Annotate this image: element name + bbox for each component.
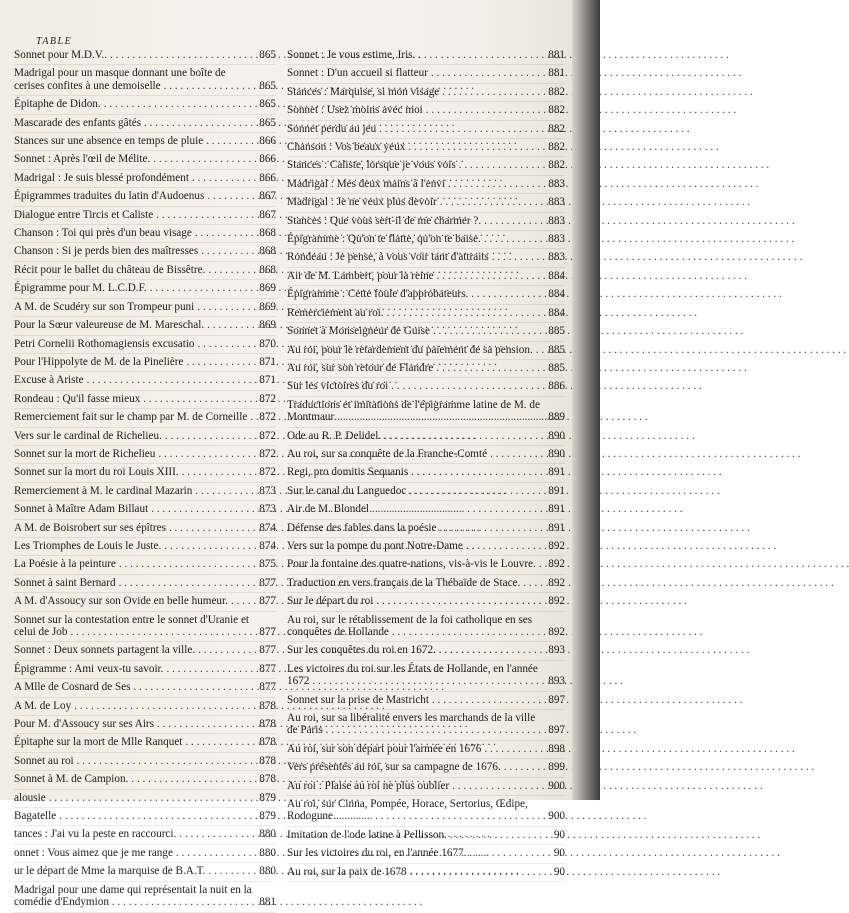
toc-entry-title: Sur le départ du roi . . .: [287, 595, 541, 607]
toc-entry: [287, 556, 565, 574]
toc-entry-title: ur le départ de Mme la marquise de B.A.T. . . .: [14, 865, 252, 877]
toc-entry-title: Sonnet : Usez moins avec moi . . .: [287, 104, 541, 116]
toc-entry-title: Épigrammes traduites du latin d'Audoenus . . .: [14, 190, 252, 202]
toc-entry-title: Vers présentés au roi, sur sa campagne de 1676. . . .: [287, 761, 541, 773]
toc-entry: [287, 642, 565, 660]
toc-entry-page: 880: [259, 846, 276, 859]
toc-entry: [14, 243, 276, 261]
toc-entry-title: Sonnet sur la contestation entre le sonnet d'Uranie et celui de Job . . .: [14, 614, 252, 639]
toc-entry-page: 874: [259, 521, 276, 534]
toc-entry-title: Regi, pro domitis Sequanis . . .: [287, 466, 541, 478]
toc-entry-title: Au roi, sur la paix de 1678 . . .: [287, 866, 541, 878]
toc-entry-title: Stances : Que vous sert-il de me charmer ?. . . .: [287, 215, 541, 227]
toc-entry-page: 897: [548, 724, 565, 737]
toc-entry: [14, 593, 276, 611]
toc-entry: [287, 845, 565, 863]
toc-entry-page: 865: [259, 49, 276, 61]
toc-entry: [14, 698, 276, 716]
toc-entry: [14, 317, 276, 335]
toc-entry-title: Madrigal pour un masque donnant une boîte de cerises confites à une demoiselle . . .: [14, 67, 252, 92]
toc-entry: [287, 378, 565, 396]
toc-entry-page: 877: [259, 662, 276, 675]
toc-entry: [287, 84, 565, 102]
toc-entry: [14, 753, 276, 771]
toc-entry-page: 880: [259, 828, 276, 841]
toc-entry-title: Traduction en vers français de la Thébaïde de Stace. . . .: [287, 577, 541, 589]
toc-entry-page: 889: [548, 411, 565, 424]
toc-entry: [287, 176, 565, 194]
running-head: TABLE: [36, 36, 73, 47]
toc-entry: [287, 575, 565, 593]
toc-entry: [287, 759, 565, 777]
toc-entry-title: Sonnet : D'un accueil si flatteur . . .: [287, 67, 541, 79]
toc-entry-page: 892: [548, 626, 565, 638]
toc-entry: [14, 501, 276, 519]
toc-column-left: [14, 47, 276, 913]
toc-entry-title: Rondeau : Qu'il fasse mieux . . .: [14, 393, 252, 405]
toc-entry-title: Sonnet : Après l'œil de Mélite. . . .: [14, 153, 252, 165]
toc-entry-title: tances : J'ai vu la peste en raccourci. . . .: [14, 828, 252, 840]
toc-entry-page: 873: [259, 503, 276, 516]
toc-entry: [14, 170, 276, 188]
toc-entry: [14, 882, 276, 913]
toc-entry-title: A M. d'Assoucy sur son Ovide en belle humeur. . . .: [14, 595, 252, 607]
toc-entry-page: 883: [548, 177, 565, 190]
toc-entry: [287, 520, 565, 538]
toc-entry-title: Sonnet pour M.D.V.. . . .: [14, 49, 252, 61]
toc-entry-title: Sonnet : Je vous estime, Iris. . . .: [287, 49, 541, 61]
toc-entry-page: 892: [548, 576, 565, 589]
toc-entry-page: 882: [548, 122, 565, 135]
toc-entry: [287, 778, 565, 796]
toc-entry-title: Défense des fables dans la poésie . . .: [287, 522, 541, 534]
toc-entry-page: 866: [259, 153, 276, 166]
toc-entry-page: 893: [548, 644, 565, 657]
toc-entry-page: 892: [548, 595, 565, 608]
toc-entry: [287, 249, 565, 267]
toc-entry-title: Traductions et imitations de l'épigramme latine de M. de Montmaur . . .: [287, 399, 541, 424]
toc-entry: [14, 716, 276, 734]
toc-entry: [287, 483, 565, 501]
toc-entry-title: Épigramme pour M. L.C.D.F. . . .: [14, 282, 252, 294]
toc-entry-title: Au roi : Plaise au roi ne plus oublier . . .: [287, 780, 541, 792]
toc-entry-title: Ode au R. P. Delidel. . . .: [287, 430, 541, 442]
toc-entry-title: Chanson : Vos beaux yeux . . .: [287, 141, 541, 153]
toc-entry: [14, 96, 276, 114]
toc-entry-title: Sur les victoires du roi, en l'année 1677. . . .: [287, 847, 541, 859]
toc-entry-title: Air de M. Lambert, pour la reine . . .: [287, 270, 541, 282]
toc-entry: [287, 661, 565, 692]
toc-entry-page: 865: [259, 79, 276, 92]
toc-entry: [14, 863, 276, 881]
toc-entry-title: Madrigal : Mes deux mains à l'envi . . .: [287, 178, 541, 190]
toc-entry: [287, 121, 565, 139]
toc-entry: [14, 464, 276, 482]
toc-entry: [287, 464, 565, 482]
toc-entry: [14, 188, 276, 206]
toc-entry-page: 884: [548, 306, 565, 319]
toc-entry-title: Dialogue entre Tircis et Caliste . . .: [14, 209, 252, 221]
toc-entry-title: Mascarade des enfants gâtés . . .: [14, 117, 252, 129]
toc-entry: [14, 734, 276, 752]
toc-entry: [14, 428, 276, 446]
toc-entry-page: 869: [259, 319, 276, 332]
toc-entry: [287, 65, 565, 83]
toc-entry-page: 879: [259, 791, 276, 804]
toc-entry: [287, 428, 565, 446]
toc-entry-title: Sonnet au roi . . .: [14, 755, 252, 767]
toc-entry-page: 882: [548, 104, 565, 117]
toc-entry-title: Pour M. d'Assoucy sur ses Airs . . .: [14, 718, 252, 730]
toc-entry-title: Épigramme : Ami veux-tu savoir. . . .: [14, 663, 252, 675]
toc-entry-title: Air de M. Blondel . . .: [287, 503, 541, 515]
toc-entry-page: 865: [259, 98, 276, 111]
toc-entry: [14, 808, 276, 826]
toc-entry-title: Sonnet à Monseigneur de Guise . . .: [287, 325, 541, 337]
toc-entry-page: 884: [548, 269, 565, 282]
toc-entry: [14, 446, 276, 464]
toc-entry-title: onnet : Vous aimez que je me range . . .: [14, 847, 252, 859]
toc-entry-page: 883: [548, 214, 565, 227]
toc-entry: [14, 151, 276, 169]
toc-entry: [14, 280, 276, 298]
toc-entry-page: 867: [259, 190, 276, 203]
toc-column-right: [287, 47, 565, 882]
toc-entry-page: 878: [259, 773, 276, 786]
toc-entry-page: 899: [548, 761, 565, 774]
toc-entry-title: La Poésie à la peinture . . .: [14, 558, 252, 570]
toc-entry-page: 880: [259, 865, 276, 878]
toc-entry: [14, 538, 276, 556]
toc-entry-title: Bagatelle . . .: [14, 810, 252, 822]
toc-entry-page: 90: [553, 865, 565, 878]
toc-entry-title: Madrigal : Je ne veux plus devoir . . .: [287, 196, 541, 208]
toc-entry-page: 873: [259, 484, 276, 497]
toc-entry: [287, 796, 565, 827]
toc-entry: [287, 47, 565, 65]
toc-entry-page: 871: [259, 355, 276, 368]
toc-entry-title: Stances : Marquise, si mon visage . . .: [287, 86, 541, 98]
toc-entry-title: Remerciement au roi. . . .: [287, 307, 541, 319]
toc-entry: [287, 864, 565, 882]
toc-entry-page: 868: [259, 245, 276, 258]
toc-entry-title: Petri Cornelii Rothomagiensis excusatio . . .: [14, 338, 252, 350]
toc-entry-page: 885: [548, 361, 565, 374]
toc-entry-page: 883: [548, 196, 565, 209]
toc-entry: [14, 790, 276, 808]
toc-entry: [14, 679, 276, 697]
toc-entry: [287, 268, 565, 286]
toc-entry: [287, 612, 565, 643]
toc-entry-title: Sur le canal du Languedoc . . .: [287, 485, 541, 497]
toc-entry: [14, 65, 276, 96]
toc-entry: [287, 305, 565, 323]
toc-entry: [14, 556, 276, 574]
toc-entry-page: 877: [259, 626, 276, 638]
toc-entry: [287, 102, 565, 120]
toc-entry-page: 891: [548, 466, 565, 479]
toc-entry-page: 865: [259, 116, 276, 129]
toc-entry-page: 878: [259, 699, 276, 712]
toc-entry-page: 867: [259, 208, 276, 221]
toc-entry-page: 872: [259, 411, 276, 424]
toc-entry: [287, 501, 565, 519]
toc-entry-page: 885: [548, 343, 565, 356]
toc-entry-title: Remerciement à M. le cardinal Mazarin . . .: [14, 485, 252, 497]
toc-entry-title: Au roi, sur Cinna, Pompée, Horace, Sertorius, Œdipe, Rodogune . . .: [287, 798, 541, 823]
toc-entry: [14, 299, 276, 317]
toc-entry-page: 90: [553, 847, 565, 860]
toc-entry-title: A M. de Loy . . .: [14, 700, 252, 712]
toc-entry-page: 877: [259, 644, 276, 657]
toc-entry-page: 900: [548, 779, 565, 792]
toc-entry-title: Imitation de l'ode latine à Pellisson. . . .: [287, 829, 541, 841]
toc-entry-page: 890: [548, 429, 565, 442]
toc-entry-page: 875: [259, 558, 276, 571]
toc-entry: [14, 354, 276, 372]
toc-entry-title: Sur les conquêtes du roi en 1672. . . .: [287, 644, 541, 656]
toc-entry-page: 882: [548, 159, 565, 172]
toc-entry-title: Sur les victoires du roi . . .: [287, 380, 541, 392]
toc-entry-page: 891: [548, 503, 565, 516]
toc-entry-page: 874: [259, 539, 276, 552]
toc-entry: [14, 826, 276, 844]
toc-entry-page: 868: [259, 263, 276, 276]
toc-entry: [14, 483, 276, 501]
toc-entry: [14, 262, 276, 280]
toc-entry-title: Madrigal : Je suis blessé profondément . . .: [14, 172, 252, 184]
toc-entry-title: Stances : Caliste, lorsque je vous vois . . .: [287, 159, 541, 171]
toc-entry: [14, 409, 276, 427]
toc-entry-title: Au roi, sur sa conquête de la Franche-Comté . . .: [287, 448, 541, 460]
toc-entry: [287, 231, 565, 249]
toc-entry-page: 878: [259, 736, 276, 749]
book-gutter: [572, 0, 600, 800]
toc-entry-page: 898: [548, 742, 565, 755]
toc-entry: [14, 612, 276, 643]
toc-entry-title: Les Triomphes de Louis le Juste. . . .: [14, 540, 252, 552]
toc-entry-page: 881: [259, 896, 276, 909]
toc-entry-page: 891: [548, 521, 565, 534]
toc-entry: [14, 575, 276, 593]
toc-entry-page: 883: [548, 251, 565, 264]
toc-entry-page: 872: [259, 392, 276, 405]
toc-entry-title: alousie . . .: [14, 792, 252, 804]
toc-entry-page: 878: [259, 718, 276, 731]
toc-entry-title: Pour la fontaine des quatre-nations, vis-à-vis le Louvre. . . .: [287, 558, 541, 570]
toc-entry: [14, 115, 276, 133]
toc-entry-page: 881: [548, 67, 565, 80]
toc-entry-page: 872: [259, 466, 276, 479]
toc-entry-page: 871: [259, 374, 276, 387]
toc-entry-page: 891: [548, 484, 565, 497]
toc-entry-page: 90: [553, 828, 565, 841]
toc-entry-page: 886: [548, 380, 565, 393]
toc-entry-title: Au roi, sur son départ pour l'armée en 1676 . . .: [287, 743, 541, 755]
toc-entry: [14, 661, 276, 679]
toc-entry: [287, 446, 565, 464]
toc-entry-title: Pour la Sœur valeureuse de M. Mareschal. . . .: [14, 319, 252, 331]
toc-entry-title: A M. de Boisrobert sur ses épîtres . . .: [14, 522, 252, 534]
toc-entry-title: A Mlle de Cosnard de Ses . . .: [14, 681, 252, 693]
toc-entry: [287, 342, 565, 360]
toc-entry: [14, 391, 276, 409]
toc-entry-page: 872: [259, 429, 276, 442]
toc-entry-page: 890: [548, 447, 565, 460]
toc-entry-title: Rondeau : Je pense, à vous voir tant d'attraits . . .: [287, 251, 541, 263]
toc-entry-title: Chanson : Si je perds bien des maîtresses . . .: [14, 245, 252, 257]
toc-entry: [14, 372, 276, 390]
toc-entry: [14, 642, 276, 660]
toc-entry-title: Au roi, sur le rétablissement de la foi catholique en ses conquêtes de Hollande . . .: [287, 614, 541, 639]
toc-entry-title: Pour l'Hippolyte de M. de la Pinelière . . .: [14, 356, 252, 368]
toc-entry-title: Excuse à Ariste . . .: [14, 374, 252, 386]
toc-entry-title: Sonnet à saint Bernard . . .: [14, 577, 252, 589]
toc-entry-page: 882: [548, 85, 565, 98]
toc-entry-title: Au roi, pour le retardement du paiement de sa pension. . . .: [287, 344, 541, 356]
toc-entry: [287, 194, 565, 212]
toc-entry-page: 892: [548, 558, 565, 571]
toc-entry-title: Madrigal pour une dame qui représentait la nuit en la comédie d'Endymion . . .: [14, 884, 252, 909]
toc-entry: [287, 360, 565, 378]
toc-entry: [14, 771, 276, 789]
toc-entry: [287, 139, 565, 157]
toc-entry: [14, 845, 276, 863]
toc-entry-title: Récit pour le ballet du château de Bissêtre. . . .: [14, 264, 252, 276]
toc-entry-title: Remerciement fait sur le champ par M. de Corneille . . .: [14, 411, 252, 423]
toc-entry-page: 897: [548, 693, 565, 706]
toc-entry-page: 870: [259, 337, 276, 350]
toc-entry-title: Épitaphe de Didon. . . .: [14, 98, 252, 110]
toc-entry-title: Sonnet sur la prise de Mastricht . . .: [287, 694, 541, 706]
toc-entry-title: Sonnet perdu au jeu . . .: [287, 123, 541, 135]
toc-entry-page: 892: [548, 539, 565, 552]
toc-entry-page: 885: [548, 325, 565, 338]
toc-entry-title: Sonnet sur la mort de Richelieu . . .: [14, 448, 252, 460]
toc-entry-page: 866: [259, 171, 276, 184]
toc-entry: [287, 710, 565, 741]
toc-entry: [287, 323, 565, 341]
toc-entry-page: 882: [548, 141, 565, 154]
toc-entry-page: 872: [259, 447, 276, 460]
toc-entry-title: Stances sur une absence en temps de pluie . . .: [14, 135, 252, 147]
toc-entry: [14, 47, 276, 65]
toc-entry: [287, 157, 565, 175]
toc-entry-page: 900: [548, 810, 565, 823]
toc-entry-page: 869: [259, 300, 276, 313]
toc-entry: [287, 397, 565, 428]
toc-entry-page: 878: [259, 754, 276, 767]
toc-entry-title: Sonnet à Maître Adam Billaut . . .: [14, 503, 252, 515]
toc-entry-page: 869: [259, 282, 276, 295]
toc-entry-title: Épigramme : Qu'on te flatte, qu'on te baise. . . .: [287, 233, 541, 245]
toc-entry-title: Chanson : Toi qui près d'un beau visage . . .: [14, 227, 252, 239]
toc-entry: [287, 692, 565, 710]
toc-entry-page: 883: [548, 233, 565, 246]
toc-entry: [287, 286, 565, 304]
toc-entry-page: 877: [259, 576, 276, 589]
toc-entry-page: 866: [259, 135, 276, 148]
toc-entry: [14, 520, 276, 538]
toc-entry: [287, 827, 565, 845]
toc-entry-page: 877: [259, 595, 276, 608]
toc-entry: [14, 133, 276, 151]
toc-entry-title: Vers sur la pompe du pont Notre-Dame . . .: [287, 540, 541, 552]
toc-entry-title: Épitaphe sur la mort de Mlle Ranquet . . .: [14, 736, 252, 748]
toc-entry-page: 893: [548, 675, 565, 688]
toc-entry-title: Les victoires du roi sur les États de Hollande, en l'année 1672 . . .: [287, 663, 541, 688]
toc-entry: [287, 593, 565, 611]
toc-entry-page: 881: [548, 49, 565, 61]
toc-entry: [287, 213, 565, 231]
toc-entry: [14, 336, 276, 354]
toc-entry-title: Sonnet : Deux sonnets partagent la ville. . . .: [14, 644, 252, 656]
toc-entry-page: 884: [548, 288, 565, 301]
toc-entry-page: 879: [259, 810, 276, 823]
toc-entry-title: Vers sur le cardinal de Richelieu. . . .: [14, 430, 252, 442]
toc-entry: [287, 538, 565, 556]
toc-entry: [14, 225, 276, 243]
toc-entry-title: Sonnet à M. de Campion. . . .: [14, 773, 252, 785]
toc-entry-page: 877: [259, 681, 276, 694]
toc-entry: [287, 741, 565, 759]
toc-entry-title: Au roi, sur sa libéralité envers les marchands de la ville de Paris . . .: [287, 712, 541, 737]
toc-entry-title: Épigramme : Cette foule d'approbateurs. . . .: [287, 288, 541, 300]
toc-entry-title: Au roi, sur son retour de Flandre . . .: [287, 362, 541, 374]
toc-entry-title: Sonnet sur la mort du roi Louis XIII. . . .: [14, 466, 252, 478]
toc-entry-page: 868: [259, 227, 276, 240]
toc-entry: [14, 207, 276, 225]
toc-entry-title: A M. de Scudéry sur son Trompeur puni . . .: [14, 301, 252, 313]
